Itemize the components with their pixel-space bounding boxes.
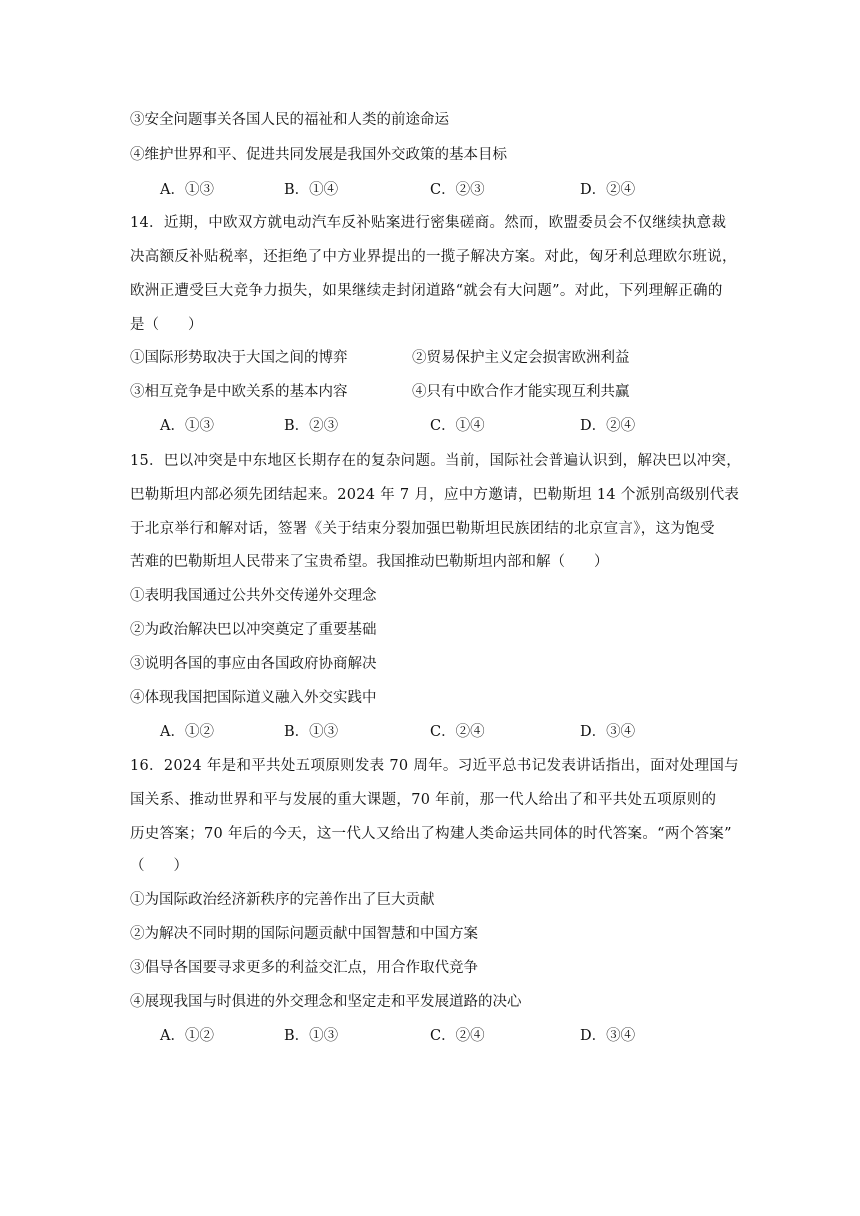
q14-option-a[interactable]: A．①③	[160, 418, 214, 434]
q14-item-2: ②贸易保护主义定会损害欧洲利益	[412, 350, 630, 366]
q13-item-3: ③安全问题事关各国人民的福祉和人类的前途命运	[130, 112, 449, 128]
q15-stem-line-3: 于北京举行和解对话，签署《关于结束分裂加强巴勒斯坦民族团结的北京宣言》，这为饱受	[130, 521, 715, 537]
q15-option-d[interactable]: D．③④	[580, 724, 636, 740]
q16-item-3: ③倡导各国要寻求更多的利益交汇点，用合作取代竞争	[130, 960, 478, 976]
q14-item-3: ③相互竞争是中欧关系的基本内容	[130, 384, 348, 400]
q15-item-3: ③说明各国的事应由各国政府协商解决	[130, 656, 377, 672]
q13-option-a[interactable]: A．①③	[160, 182, 214, 198]
q13-option-d[interactable]: D．②④	[580, 182, 636, 198]
q15-option-a[interactable]: A．①②	[160, 724, 214, 740]
q14-item-1: ①国际形势取决于大国之间的博弈	[130, 350, 348, 366]
q13-item-4: ④维护世界和平、促进共同发展是我国外交政策的基本目标	[130, 147, 507, 163]
q15-item-2: ②为政治解决巴以冲突奠定了重要基础	[130, 622, 377, 638]
q16-stem-line-2: 国关系、推动世界和平与发展的重大课题，70 年前，那一代人给出了和平共处五项原则的	[130, 792, 717, 808]
q15-stem-line-1: 15．巴以冲突是中东地区长期存在的复杂问题。当前，国际社会普遍认识到，解决巴以冲突，	[130, 453, 742, 469]
q16-stem-line-4: （ ）	[130, 858, 188, 874]
q15-option-c[interactable]: C．②④	[430, 724, 485, 740]
q15-stem-line-2: 巴勒斯坦内部必须先团结起来。2024 年 7 月，应中方邀请，巴勒斯坦 14 个派别高级别代表	[130, 487, 740, 503]
q16-option-d[interactable]: D．③④	[580, 1028, 636, 1044]
q15-item-4: ④体现我国把国际道义融入外交实践中	[130, 690, 377, 706]
q16-option-b[interactable]: B．①③	[284, 1028, 339, 1044]
q15-item-1: ①表明我国通过公共外交传递外交理念	[130, 588, 377, 604]
q14-option-d[interactable]: D．②④	[580, 418, 636, 434]
q15-stem-line-4: 苦难的巴勒斯坦人民带来了宝贵希望。我国推动巴勒斯坦内部和解（ ）	[130, 554, 609, 570]
q16-item-4: ④展现我国与时俱进的外交理念和坚定走和平发展道路的决心	[130, 994, 522, 1010]
q16-option-a[interactable]: A．①②	[160, 1028, 214, 1044]
q16-item-2: ②为解决不同时期的国际问题贡献中国智慧和中国方案	[130, 926, 478, 942]
q13-option-c[interactable]: C．②③	[430, 182, 485, 198]
q14-stem-line-3: 欧洲正遭受巨大竞争力损失，如果继续走封闭道路“就会有大问题”。对此，下列理解正确的	[130, 283, 723, 299]
q15-option-b[interactable]: B．①③	[284, 724, 339, 740]
q14-stem-line-2: 决高额反补贴税率，还拒绝了中方业界提出的一揽子解决方案。对此，匈牙利总理欧尔班说，	[130, 249, 737, 265]
q13-option-b[interactable]: B．①④	[284, 182, 339, 198]
q14-item-4: ④只有中欧合作才能实现互利共赢	[412, 384, 630, 400]
q16-item-1: ①为国际政治经济新秩序的完善作出了巨大贡献	[130, 892, 435, 908]
q14-option-c[interactable]: C．①④	[430, 418, 485, 434]
q14-stem-line-4: 是（ ）	[130, 317, 203, 333]
q16-stem-line-1: 16．2024 年是和平共处五项原则发表 70 周年。习近平总书记发表讲话指出，面对处理国与	[130, 758, 739, 774]
q16-option-c[interactable]: C．②④	[430, 1028, 485, 1044]
q16-stem-line-3: 历史答案；70 年后的今天，这一代人又给出了构建人类命运共同体的时代答案。“两个答案”	[130, 826, 732, 842]
q14-stem-line-1: 14．近期，中欧双方就电动汽车反补贴案进行密集磋商。然而，欧盟委员会不仅继续执意裁	[130, 215, 727, 231]
q14-option-b[interactable]: B．②③	[284, 418, 339, 434]
